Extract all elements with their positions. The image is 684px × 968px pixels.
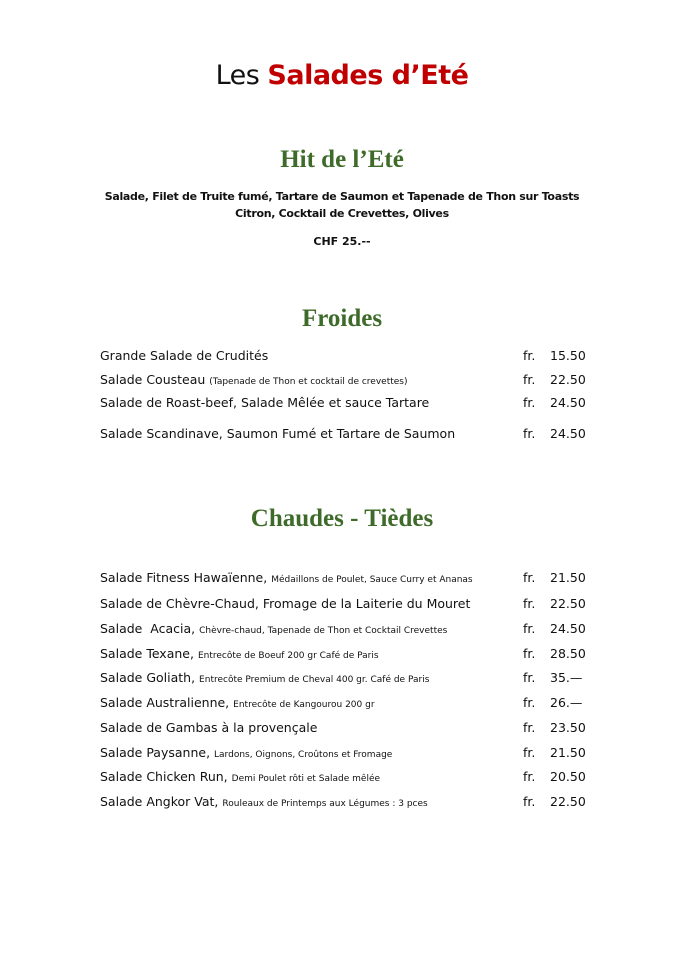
menu-item-chaudes [100,594,584,614]
item-note: Chèvre-chaud, Tapenade de Thon et Cocktail Crevettes [199,626,448,636]
item-note: Entrecôte de Boeuf 200 gr Café de Paris [197,651,379,661]
item-note: Rouleaux de Printemps aux Légumes : 3 pces [222,799,428,809]
item-price: fr. 20.50 [523,769,586,784]
item-name: Salade Chicken Run, Demi Poulet rôti et Salade mêlée [100,769,381,784]
item-note: Entrecôte Premium de Cheval 400 gr. Café de Paris [199,675,430,685]
menu-item-chaudes [100,743,584,763]
hit-price: CHF 25.-- [313,235,371,248]
item-name: Salade de Chèvre-Chaud, Fromage de la Laiterie du Mouret [100,596,471,611]
item-name: Salade de Roast-beef, Salade Mêlée et sauce Tartare [100,395,430,410]
item-price: fr. 24.50 [523,426,586,441]
page-title [0,60,684,91]
item-note: Demi Poulet rôti et Salade mêlée [231,774,381,784]
item-name: Salade Texane, Entrecôte de Boeuf 200 gr Café de Paris [100,646,379,661]
item-price: fr. 24.50 [523,621,586,636]
item-name: Salade Cousteau (Tapenade de Thon et cocktail de crevettes) [100,372,408,387]
item-note: Lardons, Oignons, Croûtons et Fromage [214,750,393,760]
menu-item-chaudes [100,693,584,713]
section-title-froides: Froides [301,305,383,332]
item-note: Entrecôte de Kangourou 200 gr [233,700,375,710]
item-price: fr. 15.50 [523,348,586,363]
item-name: Salade Australienne, Entrecôte de Kangourou 200 gr [100,695,375,710]
menu-item-chaudes [100,568,584,588]
item-name: Salade Acacia, Chèvre-chaud, Tapenade de Thon et Cocktail Crevettes [100,621,448,636]
item-price: fr. 21.50 [523,745,586,760]
title-prefix: Les [215,60,260,91]
menu-item-chaudes [100,644,584,664]
menu-item-froides [100,346,584,366]
menu-item-froides [100,393,584,413]
item-name: Salade Paysanne, Lardons, Oignons, Croûtons et Fromage [100,745,393,760]
item-price: fr. 28.50 [523,646,586,661]
item-price: fr. 35.— [523,670,583,685]
item-name: Grande Salade de Crudités [100,348,269,363]
hit-description-line-1: Salade, Filet de Truite fumé, Tartare de Saumon et Tapenade de Thon sur Toasts [104,190,580,203]
item-price: fr. 22.50 [523,596,586,611]
section-title-chaudes: Chaudes - Tièdes [250,505,434,532]
item-price: fr. 23.50 [523,720,586,735]
item-price: fr. 21.50 [523,570,586,585]
item-name: Salade de Gambas à la provençale [100,720,318,735]
menu-item-chaudes [100,767,584,787]
item-name: Salade Fitness Hawaïenne, Médaillons de Poulet, Sauce Curry et Ananas [100,570,473,585]
menu-item-froides [100,424,584,444]
item-price: fr. 24.50 [523,395,586,410]
item-name: Salade Goliath, Entrecôte Premium de Cheval 400 gr. Café de Paris [100,670,430,685]
item-price: fr. 22.50 [523,372,586,387]
menu-item-chaudes [100,668,584,688]
item-note: Médaillons de Poulet, Sauce Curry et Ananas [271,575,473,585]
menu-item-froides [100,370,584,390]
item-note: (Tapenade de Thon et cocktail de crevettes) [209,377,408,387]
item-name: Salade Angkor Vat, Rouleaux de Printemps aux Légumes : 3 pces [100,794,428,809]
menu-item-chaudes [100,792,584,812]
item-name: Salade Scandinave, Saumon Fumé et Tartare de Saumon [100,426,456,441]
section-title-hit: Hit de l’Eté [280,146,404,173]
menu-item-chaudes [100,619,584,639]
menu-item-chaudes [100,718,584,738]
hit-description-line-2: Citron, Cocktail de Crevettes, Olives [235,207,449,220]
item-price: fr. 26.— [523,695,583,710]
title-accent: Salades d’Eté [267,60,469,91]
item-price: fr. 22.50 [523,794,586,809]
